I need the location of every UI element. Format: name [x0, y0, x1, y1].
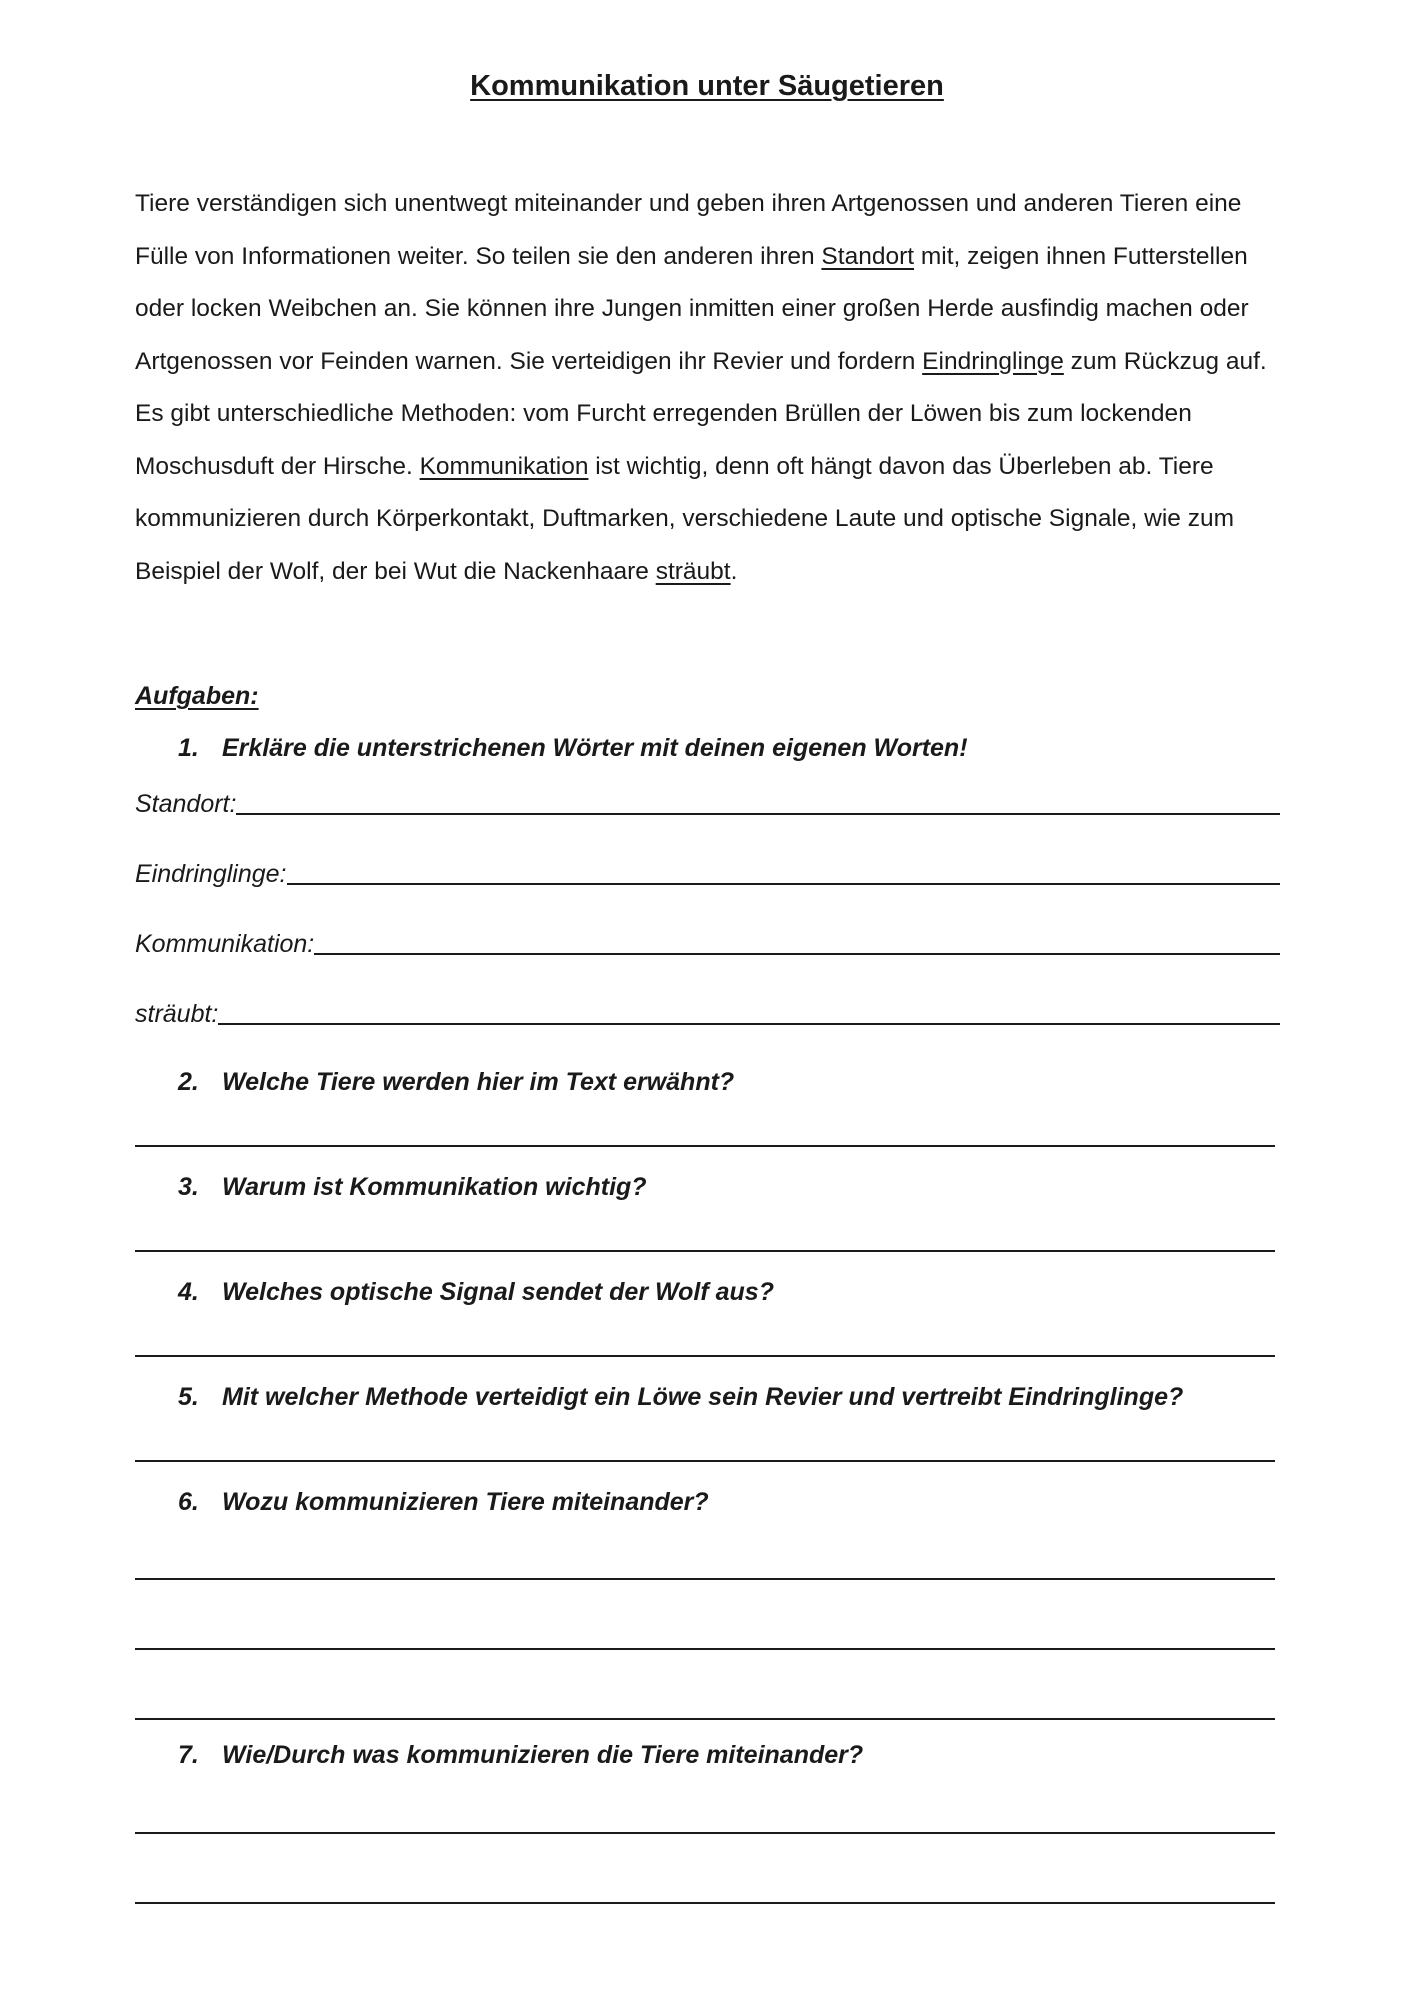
question-3 — [178, 1173, 1298, 1202]
answer-line[interactable] — [135, 1832, 1275, 1834]
paragraph-text: zum Rückzug auf. Es gibt unterschiedliche Methoden: vom Furcht erregenden Brüllen der Löwen bis zum lockenden Moschusduft der Hirsche. — [135, 347, 1267, 480]
underlined-word-kommunikation: Kommunikation — [419, 452, 589, 480]
question-number: 5. — [178, 1383, 199, 1411]
question-text: Erkläre die unterstrichenen Wörter mit deinen eigenen Worten! — [222, 734, 968, 762]
answer-line[interactable] — [135, 1355, 1275, 1357]
definition-label: sträubt: — [135, 1000, 219, 1028]
question-text: Wozu kommunizieren Tiere miteinander? — [222, 1488, 709, 1516]
underlined-word-standort: Standort — [821, 242, 915, 270]
definition-row-eindringlinge — [135, 857, 1280, 889]
tasks-heading: Aufgaben: — [135, 682, 259, 710]
answer-line[interactable] — [135, 1648, 1275, 1650]
answer-line[interactable] — [135, 1578, 1275, 1580]
question-7 — [178, 1741, 1298, 1770]
underlined-word-eindringlinge: Eindringlinge — [922, 347, 1064, 375]
question-text: Mit welcher Methode verteidigt ein Löwe sein Revier und vertreibt Eindringlinge? — [222, 1383, 1184, 1411]
question-number: 2. — [178, 1068, 199, 1096]
paragraph-text: Tiere verständigen sich unentwegt miteinander und geben ihren Artgenossen und anderen Tieren eine Fülle von Informationen weiter. So teilen sie den anderen ihren — [135, 190, 1242, 270]
answer-line[interactable] — [135, 1718, 1275, 1720]
question-number: 1. — [178, 734, 199, 762]
question-5 — [178, 1383, 1298, 1412]
paragraph-text: ist wichtig, denn oft hängt davon das Überleben ab. Tiere kommunizieren durch Körperkontakt, Duftmarken, verschiedene Laute und optische Signale, wie zum Beispiel der Wolf, der bei Wut die Nackenhaare — [135, 452, 1234, 585]
question-4 — [178, 1278, 1298, 1307]
definition-row-kommunikation — [135, 927, 1280, 959]
answer-line[interactable] — [135, 1145, 1275, 1147]
underlined-word-straeubt: sträubt — [655, 557, 731, 585]
answer-line[interactable] — [135, 1460, 1275, 1462]
paragraph-text: mit, zeigen ihnen Futterstellen oder locken Weibchen an. Sie können ihre Jungen inmitten einer großen Herde ausfindig machen oder Artgenossen vor Feinden warnen. Sie verteidigen ihr Revier und fordern — [135, 242, 1249, 375]
definition-label: Eindringlinge: — [135, 860, 287, 888]
question-number: 7. — [178, 1741, 199, 1769]
definition-row-standort — [135, 787, 1280, 819]
answer-line[interactable] — [218, 1023, 1280, 1025]
answer-line[interactable] — [135, 1250, 1275, 1252]
question-6 — [178, 1488, 1298, 1517]
question-number: 4. — [178, 1278, 199, 1306]
paragraph-text: . — [730, 557, 738, 585]
question-text: Welche Tiere werden hier im Text erwähnt? — [222, 1068, 735, 1096]
answer-line[interactable] — [314, 953, 1280, 955]
answer-line[interactable] — [135, 1902, 1275, 1904]
definition-label: Standort: — [135, 790, 237, 818]
question-text: Wie/Durch was kommunizieren die Tiere miteinander? — [222, 1741, 864, 1769]
question-text: Warum ist Kommunikation wichtig? — [222, 1173, 647, 1201]
question-text: Welches optische Signal sendet der Wolf aus? — [222, 1278, 774, 1306]
definition-row-straeubt — [135, 997, 1280, 1029]
page-title: Kommunikation unter Säugetieren — [470, 70, 944, 102]
definition-label: Kommunikation: — [135, 930, 315, 958]
intro-paragraph — [135, 178, 1295, 598]
question-number: 6. — [178, 1488, 199, 1516]
answer-line[interactable] — [236, 813, 1280, 815]
answer-line[interactable] — [287, 883, 1281, 885]
question-2 — [178, 1068, 1298, 1097]
question-number: 3. — [178, 1173, 199, 1201]
question-1 — [178, 734, 1298, 763]
